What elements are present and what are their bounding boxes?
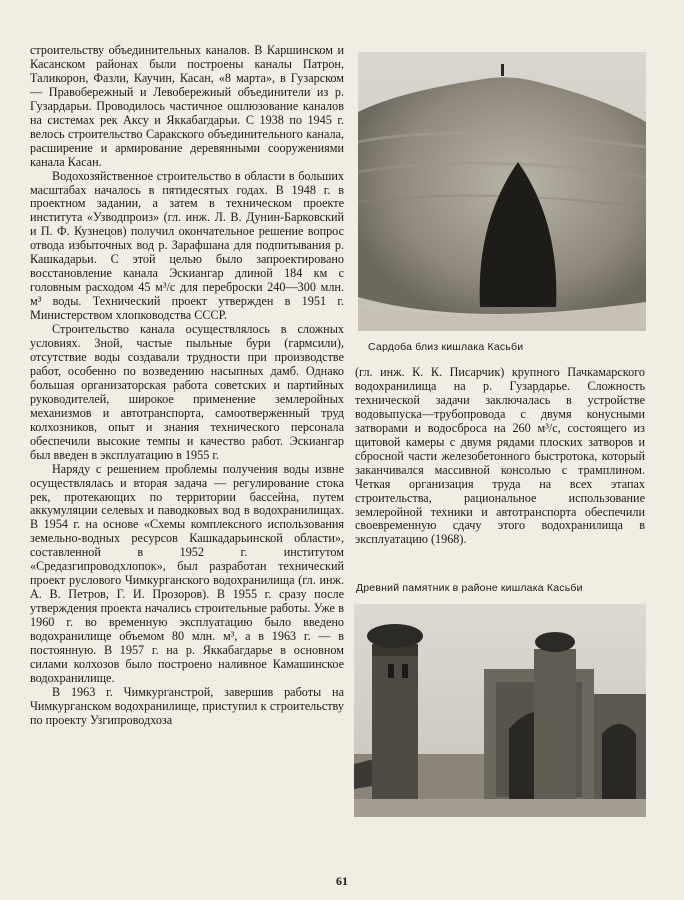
paragraph: Строительство канала осуществлялось в сложных условиях. Зной, частые пыльные бури (гармсили), отсутствие воды создавали трудности при производстве работ, особенно по возведению насыпных дамб. Однако большая организаторская работа советских и партийных руководителей, широкое применение землеройных механизмов и автотранспорта, самоотверженный труд колхозников, опыт и знания технического персонала обеспечили высокие темпы и качество работ. Эскиангар был введен в эксплуатацию в 1955 г.: [30, 322, 344, 462]
sardoba-photo: [358, 52, 646, 331]
page-number: 61: [336, 874, 348, 888]
right-text-column: [355, 366, 645, 547]
paragraph: строительству объединительных каналов. В Каршинском и Касанском районах были построены каналы Патрон, Таликорон, Фазли, Каучин, Касан, «8 марта», в Гузарском — Правобережный и Левобережный объединители из р. Гузардарьи. Проводилось частичное ошлюзование каналов на системах рек Аксу и Яккабагдарьи. С 1938 по 1945 г. велось строительство Саракского объединительного канала, расширение и армирование деревянными сооружениями канала Касан.: [30, 43, 344, 169]
paragraph: (гл. инж. К. К. Писарчик) крупного Пачкамарского водохранилища на р. Гузардарье. Сложность технической задачи заключалась в устройстве водовыпуска—трубопровода с двумя конусными затворами и водосброса на 260 м³/с, состоящего из щитовой камеры с двумя рядами плоских затворов и сбросной части железобетонного быстротока, который заканчивался массивной консолью с трамплином. Четкая организация труда на всех этапах строительства, рациональное использование землеройной техники и автотранспорта обеспечили своевременную сдачу этого водохранилища в эксплуатацию (1968).: [355, 365, 645, 547]
sardoba-caption: Сардоба близ кишлака Касьби: [368, 341, 524, 353]
left-text-column: [30, 44, 344, 728]
paragraph: Наряду с решением проблемы получения воды извне осуществлялась и вторая задача — регулирование стока рек, протекающих по территории бассейна, путем аккумуляции селевых и паводковых вод в водохранилищах. В 1954 г. на основе «Схемы комплексного использования земельно-водных ресурсов Кашкадарьинской области», составленной в 1952 г. институтом «Средазгипроводхлопок», был разработан технический проект руслового Чимкурганского водохранилища (гл. инж. А. В. Петров, Г. И. Прозоров). В 1955 г. сразу после утверждения проекта начались строительные работы. Уже в 1960 г. во временную эксплуатацию было введено водохранилище объемом 80 млн. м³, а в 1963 г. — в постоянную. В 1957 г. на р. Яккабагдарье в основном силами колхозов было построено наливное Камашинское водохранилище.: [30, 461, 344, 685]
paragraph: Водохозяйственное строительство в области в больших масштабах началось в пятидесятых годах. В 1948 г. в проектном задании, а затем в техническом проекте института «Узводпроиз» (гл. инж. Л. В. Дунин-Барковский и П. Ф. Кузнецов) получил окончательное решение вопрос отвода избыточных вод р. Зарафшана для подпитывания р. Кашкадарьи. С этой целью было запроектировано восстановление канала Эскиангар длиной 184 км с головным расходом 45 м³/с для переброски 240—300 млн. м³ воды. Технический проект утвержден в 1951 г. Министерством хлопководства СССР.: [30, 168, 344, 323]
monument-caption: Древний памятник в районе кишлака Касьби: [356, 582, 583, 594]
monument-photo: [354, 604, 646, 817]
paragraph: В 1963 г. Чимкурганстрой, завершив работы на Чимкурганском водохранилище, приступил к строительству по проекту Узгипроводхоза: [30, 684, 344, 727]
